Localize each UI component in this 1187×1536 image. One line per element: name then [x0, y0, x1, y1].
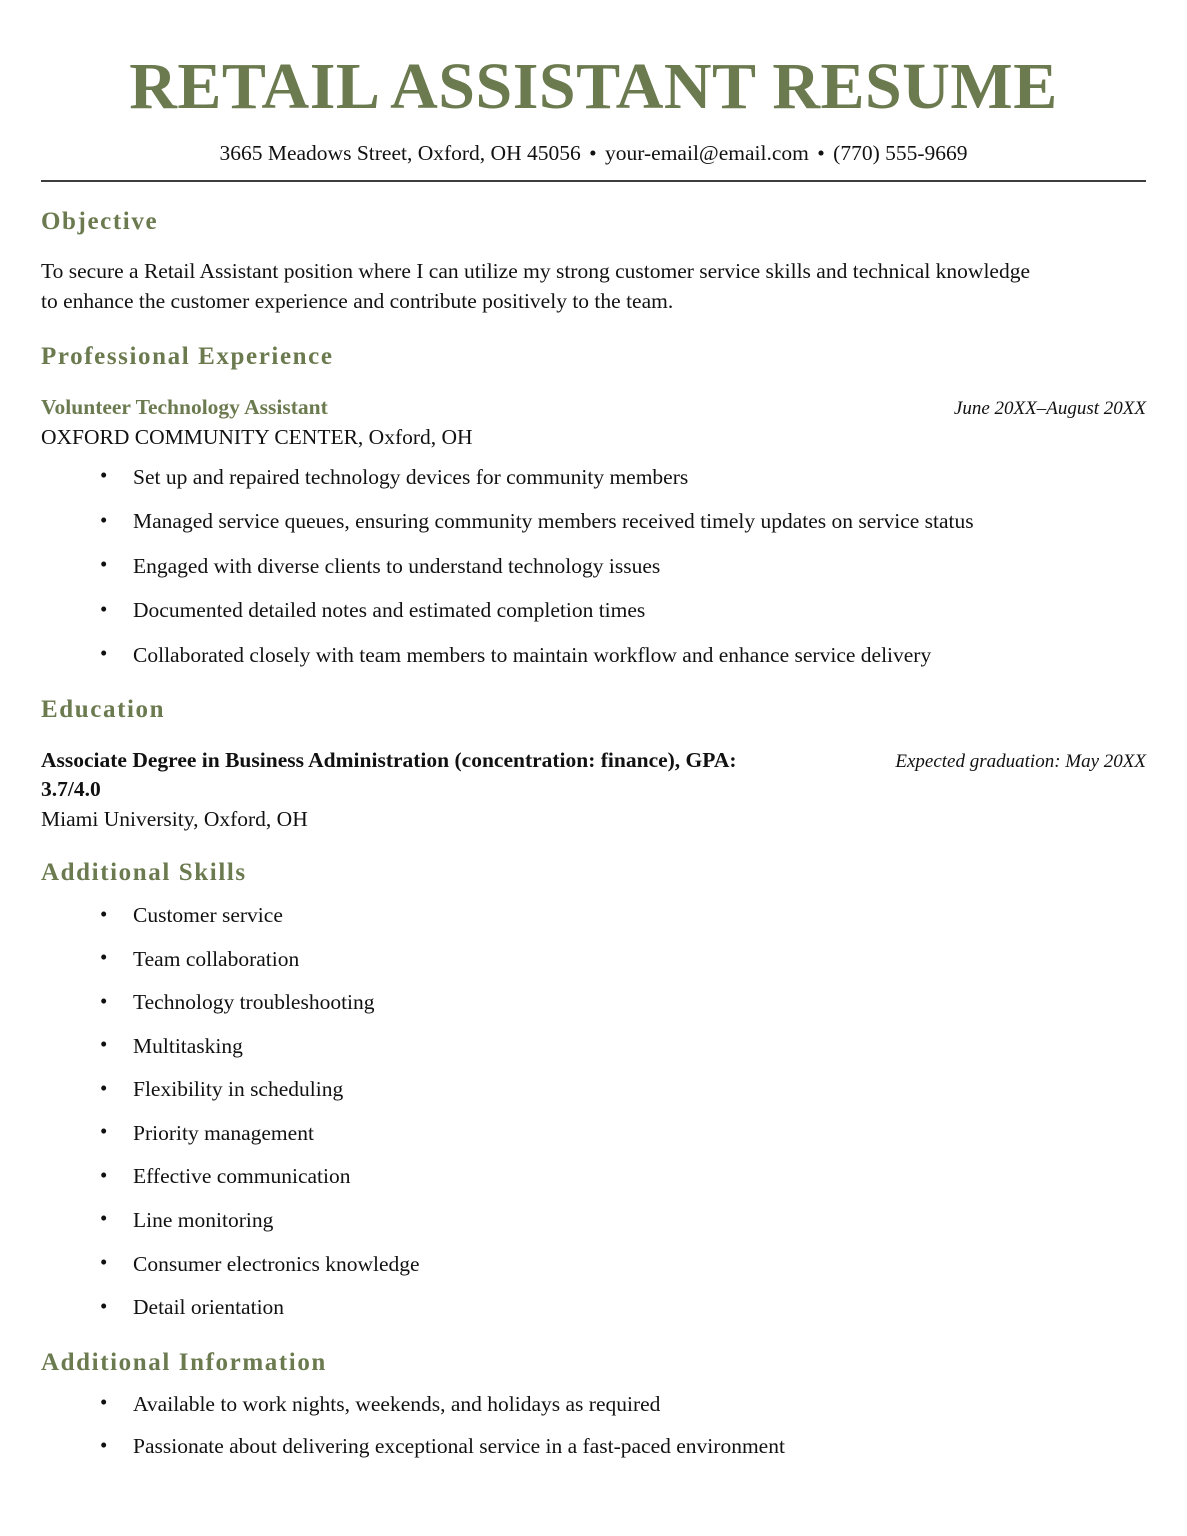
list-item: • Multitasking [41, 1031, 1146, 1062]
list-item: • Available to work nights, weekends, and holidays as required [41, 1389, 1146, 1420]
list-item: • Passionate about delivering exceptional service in a fast-paced environment [41, 1431, 1146, 1462]
section-heading-additional-skills: Additional Skills [41, 859, 247, 887]
experience-entry-header [41, 393, 1146, 421]
contact-line [41, 140, 1146, 168]
section-education [41, 696, 1146, 833]
section-objective [41, 208, 1146, 317]
list-item: • Set up and repaired technology devices for community members [41, 462, 1146, 493]
list-item: • Technology troubleshooting [41, 987, 1146, 1018]
job-responsibilities-list [41, 462, 1146, 671]
job-date-range: June 20XX–August 20XX [953, 397, 1146, 419]
section-additional-information [41, 1349, 1146, 1462]
list-item: • Managed service queues, ensuring community members received timely updates on service status [41, 506, 1146, 537]
experience-entry [41, 393, 1146, 670]
contact-separator-1: • [589, 140, 597, 165]
job-organization: OXFORD COMMUNITY CENTER, Oxford, OH [41, 425, 473, 450]
list-item: • Effective communication [41, 1161, 1146, 1192]
list-item: • Flexibility in scheduling [41, 1074, 1146, 1105]
list-item: • Engaged with diverse clients to understand technology issues [41, 551, 1146, 582]
list-item: • Detail orientation [41, 1292, 1146, 1323]
section-experience [41, 343, 1146, 670]
section-heading-education: Education [41, 696, 166, 724]
section-heading-additional-information: Additional Information [41, 1348, 327, 1376]
skills-list [41, 900, 1146, 1322]
additional-information-list [41, 1389, 1146, 1462]
list-item: • Team collaboration [41, 944, 1146, 975]
contact-separator-2: • [817, 140, 825, 165]
section-heading-objective: Objective [41, 207, 159, 235]
list-item: • Customer service [41, 900, 1146, 931]
section-heading-experience: Professional Experience [41, 342, 334, 370]
list-item: • Line monitoring [41, 1205, 1146, 1236]
degree-title: Associate Degree in Business Administration (concentration: finance), GPA: 3.7/4.0 [41, 748, 737, 801]
job-title: Volunteer Technology Assistant [41, 394, 328, 419]
graduation-date: Expected graduation: May 20XX [895, 751, 1146, 773]
objective-text: To secure a Retail Assistant position where I can utilize my strong customer service skills and technical knowledge to enhance the customer experience and contribute positively to the team. [41, 258, 1031, 314]
contact-email[interactable]: your-email@email.com [605, 140, 809, 165]
page-title: RETAIL ASSISTANT RESUME [129, 50, 1058, 123]
school-name: Miami University, Oxford, OH [41, 807, 308, 831]
contact-phone[interactable]: (770) 555-9669 [833, 140, 968, 165]
education-entry-header [41, 746, 1146, 803]
list-item: • Consumer electronics knowledge [41, 1249, 1146, 1280]
list-item: • Collaborated closely with team members to maintain workflow and enhance service delivery [41, 640, 1146, 671]
contact-address: 3665 Meadows Street, Oxford, OH 45056 [219, 140, 581, 165]
list-item: • Documented detailed notes and estimated completion times [41, 595, 1146, 626]
header-divider [41, 180, 1146, 182]
section-additional-skills [41, 859, 1146, 1322]
education-entry [41, 746, 1146, 833]
resume-header [41, 52, 1146, 182]
list-item: • Priority management [41, 1118, 1146, 1149]
